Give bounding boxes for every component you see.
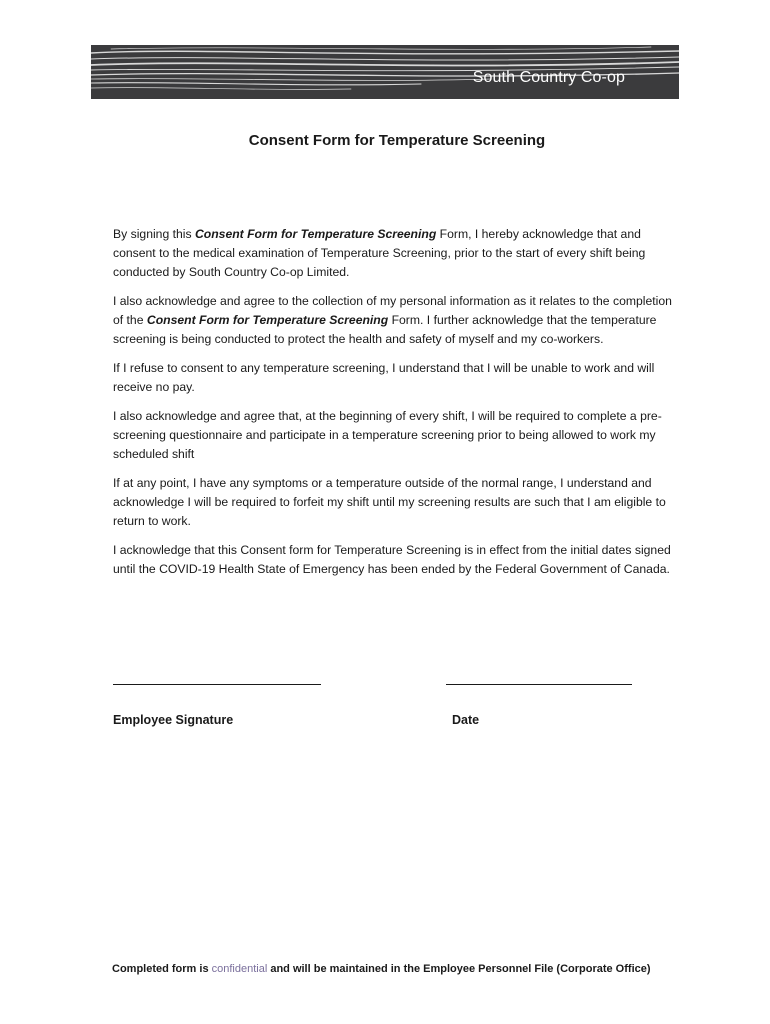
paragraph-2-text-b: Form. I further acknowledge that the temperature screening is being conducted to protect the health and safety of myself and my co-workers. xyxy=(113,313,657,346)
paragraph-6: I acknowledge that this Consent form for Temperature Screening is in effect from the initial dates signed until the COVID-19 Health State of Emergency has been ended by the Federal Government of Canada. xyxy=(113,543,671,576)
paragraph-2-text-a: I also acknowledge and agree to the collection of my personal information as it relates to the completion of the xyxy=(113,294,672,327)
paragraph-3: If I refuse to consent to any temperature screening, I understand that I will be unable to work and will receive no pay. xyxy=(113,361,655,394)
footer-text-b: and will be maintained in the Employee Personnel File (Corporate Office) xyxy=(267,963,651,975)
footer-highlight: confidential xyxy=(211,963,268,975)
date-label: Date xyxy=(452,713,480,727)
paragraph-5: If at any point, I have any symptoms or a temperature outside of the normal range, I understand and acknowledge I will be required to forfeit my shift until my screening results are such that I am eligible to return to work. xyxy=(113,476,666,528)
header-banner xyxy=(91,45,679,99)
paragraph-1-text-b: Form, I hereby acknowledge that and consent to the medical examination of Temperature Screening, prior to the start of every shift being conducted by South Country Co-op Limited. xyxy=(113,227,646,279)
footer-note xyxy=(112,963,732,975)
paragraph-1-emphasis: Consent Form for Temperature Screening xyxy=(194,227,437,241)
date-line[interactable] xyxy=(446,684,632,685)
paragraph-4: I also acknowledge and agree that, at the beginning of every shift, I will be required to complete a pre-screening questionnaire and participate in a temperature screening prior to being allowed to work my scheduled shift xyxy=(113,409,662,461)
paragraph-2-emphasis: Consent Form for Temperature Screening xyxy=(146,313,389,327)
document-body xyxy=(113,225,683,589)
document-title: Consent Form for Temperature Screening xyxy=(248,132,546,149)
paragraph-1 xyxy=(113,225,683,282)
paragraph-1-text-a: By signing this xyxy=(113,227,195,241)
employee-signature-label: Employee Signature xyxy=(113,713,234,727)
footer-text-a: Completed form is xyxy=(112,963,212,975)
paragraph-2 xyxy=(113,292,683,349)
employee-signature-line[interactable] xyxy=(113,684,321,685)
brand-name: South Country Co-op xyxy=(472,69,625,86)
